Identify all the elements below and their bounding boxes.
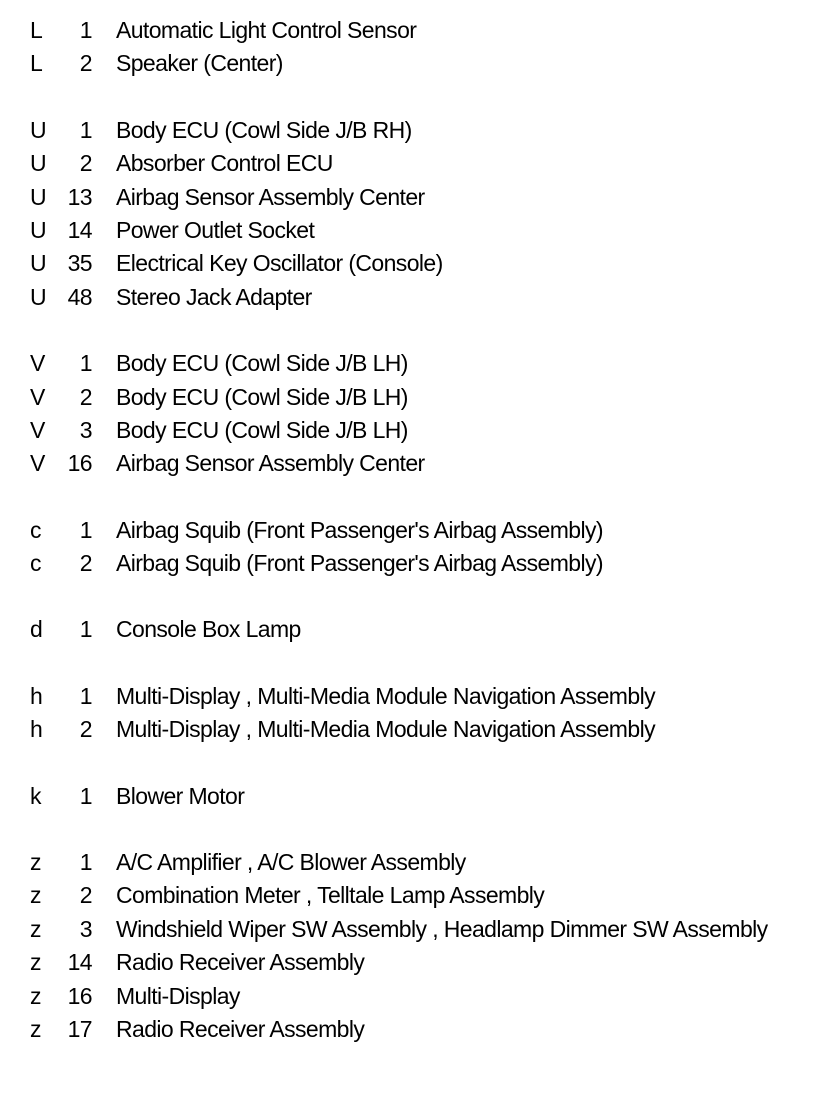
connector-row [0,181,832,214]
connector-code: U [30,116,47,143]
connector-code: c [30,516,41,543]
connector-description: Airbag Squib (Front Passenger's Airbag Assembly) [116,516,603,543]
connector-code: V [30,450,45,477]
connector-description: Speaker (Center) [116,50,283,77]
connector-group [0,514,832,581]
connector-row [0,114,832,147]
connector-row [0,680,832,713]
connector-row [0,514,832,547]
connector-code: c [30,550,41,577]
connector-description: Stereo Jack Adapter [116,283,312,310]
connector-description: Electrical Key Oscillator (Console) [116,250,443,277]
connector-description: Airbag Sensor Assembly Center [116,183,425,210]
connector-number: 2 [79,150,92,177]
connector-code: V [30,383,45,410]
connector-row [0,247,832,280]
connector-code: z [30,949,41,976]
connector-code: z [30,882,41,909]
connector-number: 3 [79,915,92,942]
connector-number: 1 [79,516,92,543]
connector-number: 2 [79,550,92,577]
connector-row [0,846,832,879]
connector-code: z [30,849,41,876]
connector-group [0,846,832,1046]
connector-code: z [30,982,41,1009]
connector-code: d [30,616,43,643]
connector-code: U [30,183,47,210]
connector-number: 2 [79,50,92,77]
connector-row [0,147,832,180]
connector-description: Body ECU (Cowl Side J/B LH) [116,416,408,443]
connector-code: V [30,350,45,377]
connector-code: U [30,250,47,277]
connector-row [0,879,832,912]
connector-code: k [30,782,41,809]
connector-group [0,780,832,813]
connector-row [0,281,832,314]
connector-description: Blower Motor [116,782,245,809]
connector-code: V [30,416,45,443]
connector-number: 16 [67,982,92,1009]
connector-number: 2 [79,716,92,743]
connector-row [0,447,832,480]
connector-row [0,713,832,746]
connector-description: Body ECU (Cowl Side J/B RH) [116,116,412,143]
connector-description: Absorber Control ECU [116,150,333,177]
connector-code: L [30,50,43,77]
connector-code: z [30,1015,41,1042]
connector-number: 1 [79,116,92,143]
connector-row [0,1013,832,1046]
connector-number: 1 [79,350,92,377]
connector-code: z [30,915,41,942]
connector-description: Automatic Light Control Sensor [116,17,417,43]
connector-group [0,613,832,646]
connector-row [0,347,832,380]
connector-row [0,214,832,247]
connector-group [0,680,832,747]
connector-number: 2 [79,882,92,909]
connector-number: 48 [67,283,92,310]
connector-number: 1 [79,682,92,709]
connector-row [0,414,832,447]
connector-description: Power Outlet Socket [116,216,315,243]
connector-code: U [30,216,47,243]
connector-number: 13 [67,183,92,210]
connector-code: U [30,283,47,310]
connector-description: Radio Receiver Assembly [116,949,365,976]
connector-description: Body ECU (Cowl Side J/B LH) [116,350,408,377]
connector-row [0,913,832,946]
connector-row [0,613,832,646]
connector-description: Airbag Sensor Assembly Center [116,450,425,477]
connector-description: Combination Meter , Telltale Lamp Assembly [116,882,545,909]
connector-number: 14 [67,216,92,243]
connector-group [0,14,832,81]
connector-description: Multi-Display , Multi-Media Module Navigation Assembly [116,682,655,709]
connector-description: Windshield Wiper SW Assembly , Headlamp Dimmer SW Assembly [116,915,768,942]
connector-code: h [30,682,43,709]
connector-number: 16 [67,450,92,477]
connector-number: 17 [67,1015,92,1042]
connector-number: 1 [79,616,92,643]
connector-number: 14 [67,949,92,976]
connector-number: 3 [79,416,92,443]
connector-row [0,547,832,580]
connector-number: 1 [79,17,92,43]
connector-code: U [30,150,47,177]
connector-row [0,980,832,1013]
connector-code: L [30,17,43,43]
connector-description: Multi-Display [116,982,240,1009]
connector-number: 1 [79,782,92,809]
connector-row [0,47,832,80]
connector-row [0,780,832,813]
connector-row [0,14,832,47]
connector-row [0,381,832,414]
connector-group [0,347,832,481]
connector-code: h [30,716,43,743]
connector-row [0,946,832,979]
connector-number: 35 [67,250,92,277]
connector-description: Airbag Squib (Front Passenger's Airbag Assembly) [116,550,603,577]
connector-group [0,114,832,314]
connector-description: Console Box Lamp [116,616,301,643]
connector-number: 1 [79,849,92,876]
connector-description: A/C Amplifier , A/C Blower Assembly [116,849,466,876]
connector-description: Multi-Display , Multi-Media Module Navigation Assembly [116,716,655,743]
connector-list [0,14,832,1079]
connector-number: 2 [79,383,92,410]
connector-description: Radio Receiver Assembly [116,1015,365,1042]
connector-description: Body ECU (Cowl Side J/B LH) [116,383,408,410]
